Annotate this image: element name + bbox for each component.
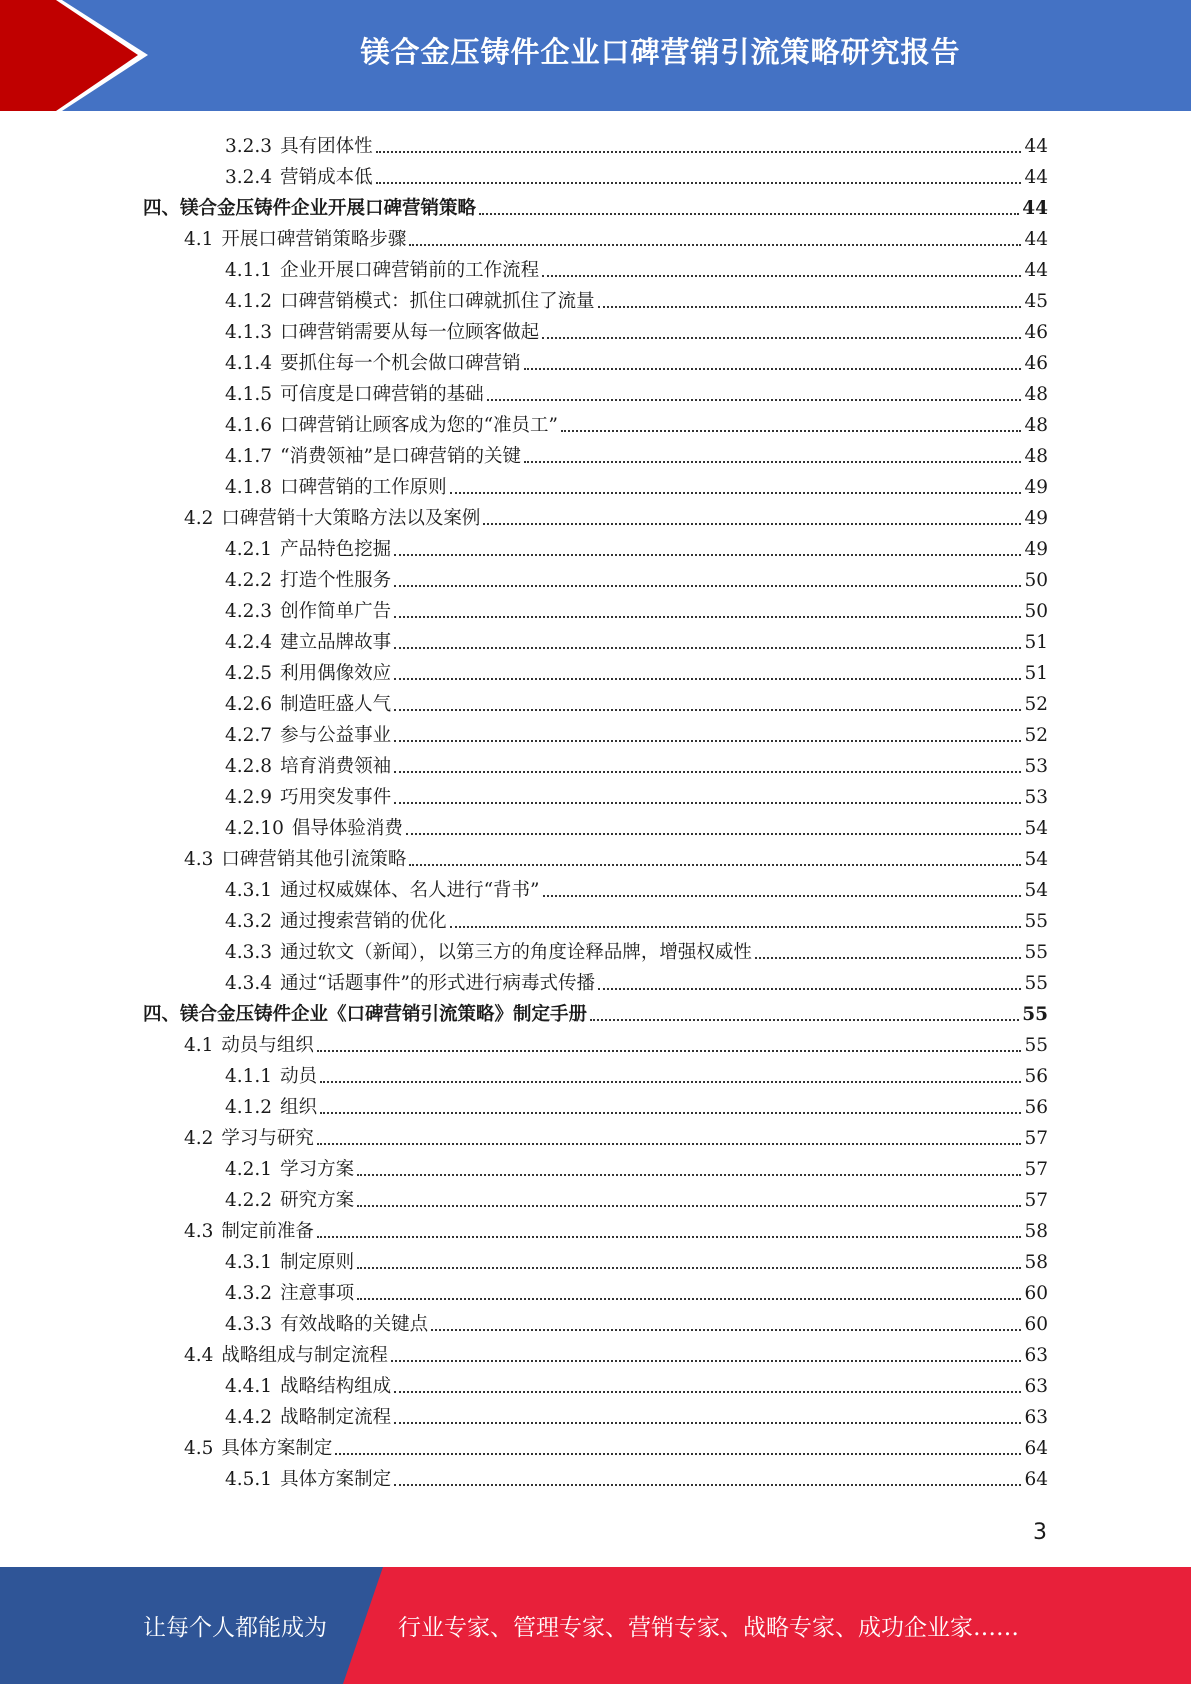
toc-entry[interactable] xyxy=(225,314,1048,345)
toc-dot-leader xyxy=(357,1298,1021,1300)
toc-entry-page: 44 xyxy=(1024,136,1048,157)
toc-entry-number: 4.2.5 xyxy=(225,663,273,684)
toc-entry-title: 镁合金压铸件企业《口碑营销引流策略》制定手册 xyxy=(180,1004,588,1025)
toc-entry[interactable] xyxy=(225,1182,1048,1213)
toc-entry-title: 注意事项 xyxy=(280,1283,355,1304)
toc-entry[interactable] xyxy=(225,872,1048,903)
toc-dot-leader xyxy=(317,1143,1022,1145)
toc-entry-page: 57 xyxy=(1024,1128,1048,1149)
toc-dot-leader xyxy=(394,678,1021,680)
toc-entry-title: 口碑营销十大策略方法以及案例 xyxy=(221,508,481,529)
footer-slogan-right: 行业专家、管理专家、营销专家、战略专家、成功企业家…… xyxy=(398,1615,1019,1641)
toc-dot-leader xyxy=(409,864,1021,866)
toc-entry[interactable] xyxy=(143,996,1048,1027)
toc-entry-number: 4.2.8 xyxy=(225,756,273,777)
toc-dot-leader xyxy=(357,1174,1021,1176)
toc-entry-page: 44 xyxy=(1024,229,1048,250)
toc-dot-leader xyxy=(376,151,1022,153)
toc-dot-leader xyxy=(394,1484,1021,1486)
toc-entry-title: 制造旺盛人气 xyxy=(280,694,392,715)
toc-entry[interactable] xyxy=(225,748,1048,779)
toc-dot-leader xyxy=(524,461,1021,463)
toc-dot-leader xyxy=(479,213,1019,215)
toc-entry-page: 63 xyxy=(1024,1376,1048,1397)
toc-entry-number: 4.3.1 xyxy=(225,1252,273,1273)
toc-entry-page: 46 xyxy=(1024,322,1048,343)
toc-entry[interactable] xyxy=(184,1337,1048,1368)
toc-entry[interactable] xyxy=(225,717,1048,748)
toc-entry[interactable] xyxy=(225,686,1048,717)
toc-entry-page: 50 xyxy=(1024,570,1048,591)
toc-entry[interactable] xyxy=(184,221,1048,252)
toc-entry-title: 通过软文（新闻），以第三方的角度诠释品牌，增强权威性 xyxy=(280,942,752,963)
toc-entry[interactable] xyxy=(225,1306,1048,1337)
toc-entry-title: 镁合金压铸件企业开展口碑营销策略 xyxy=(180,198,477,219)
toc-entry-page: 55 xyxy=(1024,942,1048,963)
page-footer xyxy=(0,1567,1191,1684)
toc-entry-title: 通过“话题事件”的形式进行病毒式传播 xyxy=(280,973,595,994)
toc-dot-leader xyxy=(542,337,1021,339)
toc-entry-page: 55 xyxy=(1024,911,1048,932)
toc-entry-title: 制定前准备 xyxy=(221,1221,314,1242)
toc-entry-title: 产品特色挖掘 xyxy=(280,539,392,560)
toc-entry-number: 4.3.2 xyxy=(225,1283,273,1304)
toc-entry-number: 4.3.4 xyxy=(225,973,273,994)
toc-entry[interactable] xyxy=(225,934,1048,965)
toc-entry[interactable] xyxy=(225,1058,1048,1089)
toc-entry[interactable] xyxy=(225,438,1048,469)
toc-entry-number: 4.1.4 xyxy=(225,353,273,374)
toc-entry-number: 4.2.9 xyxy=(225,787,273,808)
toc-entry[interactable] xyxy=(225,1089,1048,1120)
toc-entry-title: 有效战略的关键点 xyxy=(280,1314,429,1335)
toc-dot-leader xyxy=(394,802,1021,804)
toc-entry-title: “消费领袖”是口碑营销的关键 xyxy=(280,446,521,467)
toc-entry-page: 48 xyxy=(1024,446,1048,467)
toc-entry[interactable] xyxy=(184,1213,1048,1244)
toc-entry-page: 56 xyxy=(1024,1097,1048,1118)
toc-dot-leader xyxy=(394,771,1021,773)
toc-dot-leader xyxy=(357,1205,1021,1207)
toc-entry-title: 利用偶像效应 xyxy=(280,663,392,684)
toc-dot-leader xyxy=(450,492,1022,494)
toc-entry-page: 53 xyxy=(1024,756,1048,777)
toc-entry-title: 战略结构组成 xyxy=(280,1376,392,1397)
toc-entry[interactable] xyxy=(225,345,1048,376)
toc-entry-number: 4.1.1 xyxy=(225,1066,273,1087)
toc-dot-leader xyxy=(394,554,1021,556)
toc-entry-title: 要抓住每一个机会做口碑营销 xyxy=(280,353,521,374)
toc-entry-page: 52 xyxy=(1024,725,1048,746)
toc-entry-title: 打造个性服务 xyxy=(280,570,392,591)
toc-entry-page: 49 xyxy=(1024,477,1048,498)
toc-entry-number: 4.2.3 xyxy=(225,601,273,622)
toc-entry-number: 4.3.3 xyxy=(225,1314,273,1335)
toc-entry-number: 四、 xyxy=(143,198,181,219)
toc-entry-page: 58 xyxy=(1024,1221,1048,1242)
toc-entry-page: 60 xyxy=(1024,1283,1048,1304)
toc-entry-page: 63 xyxy=(1024,1345,1048,1366)
toc-dot-leader xyxy=(406,833,1022,835)
footer-slogan-left: 让每个人都能成为 xyxy=(143,1615,327,1641)
toc-dot-leader xyxy=(376,182,1022,184)
toc-entry-title: 口碑营销其他引流策略 xyxy=(221,849,407,870)
toc-dot-leader xyxy=(487,399,1022,401)
toc-entry[interactable] xyxy=(225,469,1048,500)
toc-entry[interactable] xyxy=(225,655,1048,686)
toc-entry-number: 4.1.5 xyxy=(225,384,273,405)
toc-entry-number: 4.3.3 xyxy=(225,942,273,963)
toc-entry-title: 学习与研究 xyxy=(221,1128,314,1149)
toc-entry-number: 4.5 xyxy=(184,1438,214,1459)
toc-entry-page: 55 xyxy=(1022,1004,1048,1025)
toc-entry[interactable] xyxy=(225,965,1048,996)
toc-dot-leader xyxy=(542,275,1021,277)
page-header xyxy=(0,0,1191,111)
toc-entry-number: 4.1.2 xyxy=(225,291,273,312)
toc-dot-leader xyxy=(320,1112,1021,1114)
toc-dot-leader xyxy=(450,926,1022,928)
toc-dot-leader xyxy=(524,368,1022,370)
toc-entry-number: 3.2.3 xyxy=(225,136,273,157)
toc-entry[interactable] xyxy=(225,128,1048,159)
toc-entry-title: 培育消费领袖 xyxy=(280,756,392,777)
toc-dot-leader xyxy=(317,1236,1022,1238)
toc-entry[interactable] xyxy=(225,407,1048,438)
toc-entry-title: 组织 xyxy=(280,1097,318,1118)
toc-dot-leader xyxy=(543,895,1022,897)
toc-dot-leader xyxy=(561,430,1021,432)
toc-entry-page: 44 xyxy=(1022,198,1048,219)
toc-entry-title: 具体方案制定 xyxy=(280,1469,392,1490)
toc-entry-title: 可信度是口碑营销的基础 xyxy=(280,384,484,405)
toc-entry-title: 倡导体验消费 xyxy=(291,818,403,839)
toc-dot-leader xyxy=(394,616,1021,618)
toc-entry-title: 动员 xyxy=(280,1066,318,1087)
toc-dot-leader xyxy=(598,988,1021,990)
toc-entry-title: 研究方案 xyxy=(280,1190,355,1211)
toc-dot-leader xyxy=(394,740,1021,742)
toc-entry-number: 4.4 xyxy=(184,1345,214,1366)
toc-entry-number: 4.1.6 xyxy=(225,415,273,436)
toc-entry-number: 4.2.7 xyxy=(225,725,273,746)
toc-entry-number: 4.1.1 xyxy=(225,260,273,281)
toc-entry-number: 4.3.1 xyxy=(225,880,273,901)
toc-dot-leader xyxy=(590,1019,1019,1021)
toc-entry[interactable] xyxy=(184,841,1048,872)
toc-entry[interactable] xyxy=(225,562,1048,593)
toc-entry-page: 46 xyxy=(1024,353,1048,374)
toc-dot-leader xyxy=(394,585,1021,587)
toc-entry-title: 口碑营销让顾客成为您的“准员工” xyxy=(280,415,558,436)
toc-entry-page: 57 xyxy=(1024,1159,1048,1180)
toc-entry-title: 具有团体性 xyxy=(280,136,373,157)
toc-entry-page: 56 xyxy=(1024,1066,1048,1087)
toc-entry-number: 3.2.4 xyxy=(225,167,273,188)
toc-entry[interactable] xyxy=(184,1027,1048,1058)
toc-entry[interactable] xyxy=(184,500,1048,531)
toc-entry-page: 51 xyxy=(1024,632,1048,653)
toc-entry-title: 巧用突发事件 xyxy=(280,787,392,808)
toc-entry-number: 4.4.2 xyxy=(225,1407,273,1428)
toc-entry-title: 学习方案 xyxy=(280,1159,355,1180)
toc-entry-number: 4.2 xyxy=(184,1128,214,1149)
toc-entry-number: 4.3 xyxy=(184,849,214,870)
toc-dot-leader xyxy=(431,1329,1021,1331)
toc-entry-title: 动员与组织 xyxy=(221,1035,314,1056)
document-title: 镁合金压铸件企业口碑营销引流策略研究报告 xyxy=(360,34,961,69)
toc-dot-leader xyxy=(755,957,1022,959)
toc-entry-title: 具体方案制定 xyxy=(221,1438,333,1459)
toc-entry-title: 战略组成与制定流程 xyxy=(221,1345,388,1366)
toc-entry[interactable] xyxy=(225,810,1048,841)
toc-entry[interactable] xyxy=(225,1399,1048,1430)
toc-entry-page: 48 xyxy=(1024,415,1048,436)
toc-entry-title: 建立品牌故事 xyxy=(280,632,392,653)
toc-entry-page: 45 xyxy=(1024,291,1048,312)
toc-dot-leader xyxy=(357,1267,1021,1269)
toc-entry-number: 4.1.3 xyxy=(225,322,273,343)
toc-entry[interactable] xyxy=(225,531,1048,562)
toc-entry-page: 63 xyxy=(1024,1407,1048,1428)
toc-entry-page: 58 xyxy=(1024,1252,1048,1273)
toc-entry[interactable] xyxy=(225,1368,1048,1399)
toc-entry[interactable] xyxy=(225,159,1048,190)
toc-entry[interactable] xyxy=(225,593,1048,624)
toc-entry-number: 4.1.8 xyxy=(225,477,273,498)
toc-entry-number: 4.2.4 xyxy=(225,632,273,653)
toc-entry-number: 4.1 xyxy=(184,1035,214,1056)
toc-dot-leader xyxy=(335,1453,1021,1455)
toc-entry[interactable] xyxy=(225,283,1048,314)
toc-entry-page: 49 xyxy=(1024,508,1048,529)
toc-entry-number: 4.3.2 xyxy=(225,911,273,932)
toc-entry-title: 口碑营销需要从每一位顾客做起 xyxy=(280,322,540,343)
toc-entry[interactable] xyxy=(143,190,1048,221)
toc-entry-page: 51 xyxy=(1024,663,1048,684)
toc-entry[interactable] xyxy=(225,376,1048,407)
toc-dot-leader xyxy=(598,306,1022,308)
toc-entry-page: 53 xyxy=(1024,787,1048,808)
toc-entry[interactable] xyxy=(225,903,1048,934)
toc-entry[interactable] xyxy=(225,1244,1048,1275)
toc-entry-number: 4.5.1 xyxy=(225,1469,273,1490)
toc-entry-page: 54 xyxy=(1024,849,1048,870)
toc-entry-number: 4.2.2 xyxy=(225,570,273,591)
toc-entry-number: 4.2.1 xyxy=(225,1159,273,1180)
toc-entry-page: 64 xyxy=(1024,1469,1048,1490)
toc-entry-number: 4.2.1 xyxy=(225,539,273,560)
toc-entry-title: 制定原则 xyxy=(280,1252,355,1273)
toc-entry-title: 口碑营销模式：抓住口碑就抓住了流量 xyxy=(280,291,595,312)
toc-entry-page: 64 xyxy=(1024,1438,1048,1459)
toc-entry-number: 4.1.2 xyxy=(225,1097,273,1118)
toc-entry-number: 4.4.1 xyxy=(225,1376,273,1397)
toc-dot-leader xyxy=(409,244,1021,246)
toc-entry-page: 50 xyxy=(1024,601,1048,622)
toc-entry-title: 口碑营销的工作原则 xyxy=(280,477,447,498)
toc-entry-title: 通过搜索营销的优化 xyxy=(280,911,447,932)
toc-entry-page: 49 xyxy=(1024,539,1048,560)
toc-dot-leader xyxy=(394,709,1021,711)
toc-entry-page: 44 xyxy=(1024,167,1048,188)
toc-entry-page: 54 xyxy=(1024,880,1048,901)
toc-dot-leader xyxy=(394,1422,1021,1424)
toc-entry[interactable] xyxy=(225,779,1048,810)
toc-entry-title: 营销成本低 xyxy=(280,167,373,188)
toc-entry-number: 4.2.2 xyxy=(225,1190,273,1211)
toc-entry-number: 4.3 xyxy=(184,1221,214,1242)
toc-entry-title: 战略制定流程 xyxy=(280,1407,392,1428)
toc-dot-leader xyxy=(483,523,1021,525)
toc-entry-page: 57 xyxy=(1024,1190,1048,1211)
toc-entry-number: 4.2 xyxy=(184,508,214,529)
toc-dot-leader xyxy=(394,1391,1021,1393)
toc-entry-page: 44 xyxy=(1024,260,1048,281)
toc-entry-title: 开展口碑营销策略步骤 xyxy=(221,229,407,250)
toc-entry-number: 4.2.6 xyxy=(225,694,273,715)
toc-entry-page: 60 xyxy=(1024,1314,1048,1335)
toc-dot-leader xyxy=(320,1081,1021,1083)
toc-entry-page: 54 xyxy=(1024,818,1048,839)
toc-entry-title: 创作简单广告 xyxy=(280,601,392,622)
toc-entry-page: 48 xyxy=(1024,384,1048,405)
toc-entry-number: 4.2.10 xyxy=(225,818,284,839)
toc-entry[interactable] xyxy=(225,1151,1048,1182)
toc-dot-leader xyxy=(317,1050,1022,1052)
page-number: 3 xyxy=(1033,1520,1047,1545)
toc-dot-leader xyxy=(391,1360,1022,1362)
toc-entry-number: 四、 xyxy=(143,1004,181,1025)
toc-entry[interactable] xyxy=(225,1275,1048,1306)
toc-entry[interactable] xyxy=(225,624,1048,655)
toc-entry[interactable] xyxy=(184,1430,1048,1461)
toc-entry-title: 企业开展口碑营销前的工作流程 xyxy=(280,260,540,281)
toc-dot-leader xyxy=(394,647,1021,649)
toc-entry[interactable] xyxy=(225,252,1048,283)
toc-entry-title: 参与公益事业 xyxy=(280,725,392,746)
toc-entry-page: 55 xyxy=(1024,973,1048,994)
toc-entry-page: 52 xyxy=(1024,694,1048,715)
toc-entry-title: 通过权威媒体、名人进行“背书” xyxy=(280,880,540,901)
toc-entry[interactable] xyxy=(184,1120,1048,1151)
toc-entry[interactable] xyxy=(225,1461,1048,1492)
toc-entry-number: 4.1 xyxy=(184,229,214,250)
toc-entry-number: 4.1.7 xyxy=(225,446,273,467)
toc-entry-page: 55 xyxy=(1024,1035,1048,1056)
